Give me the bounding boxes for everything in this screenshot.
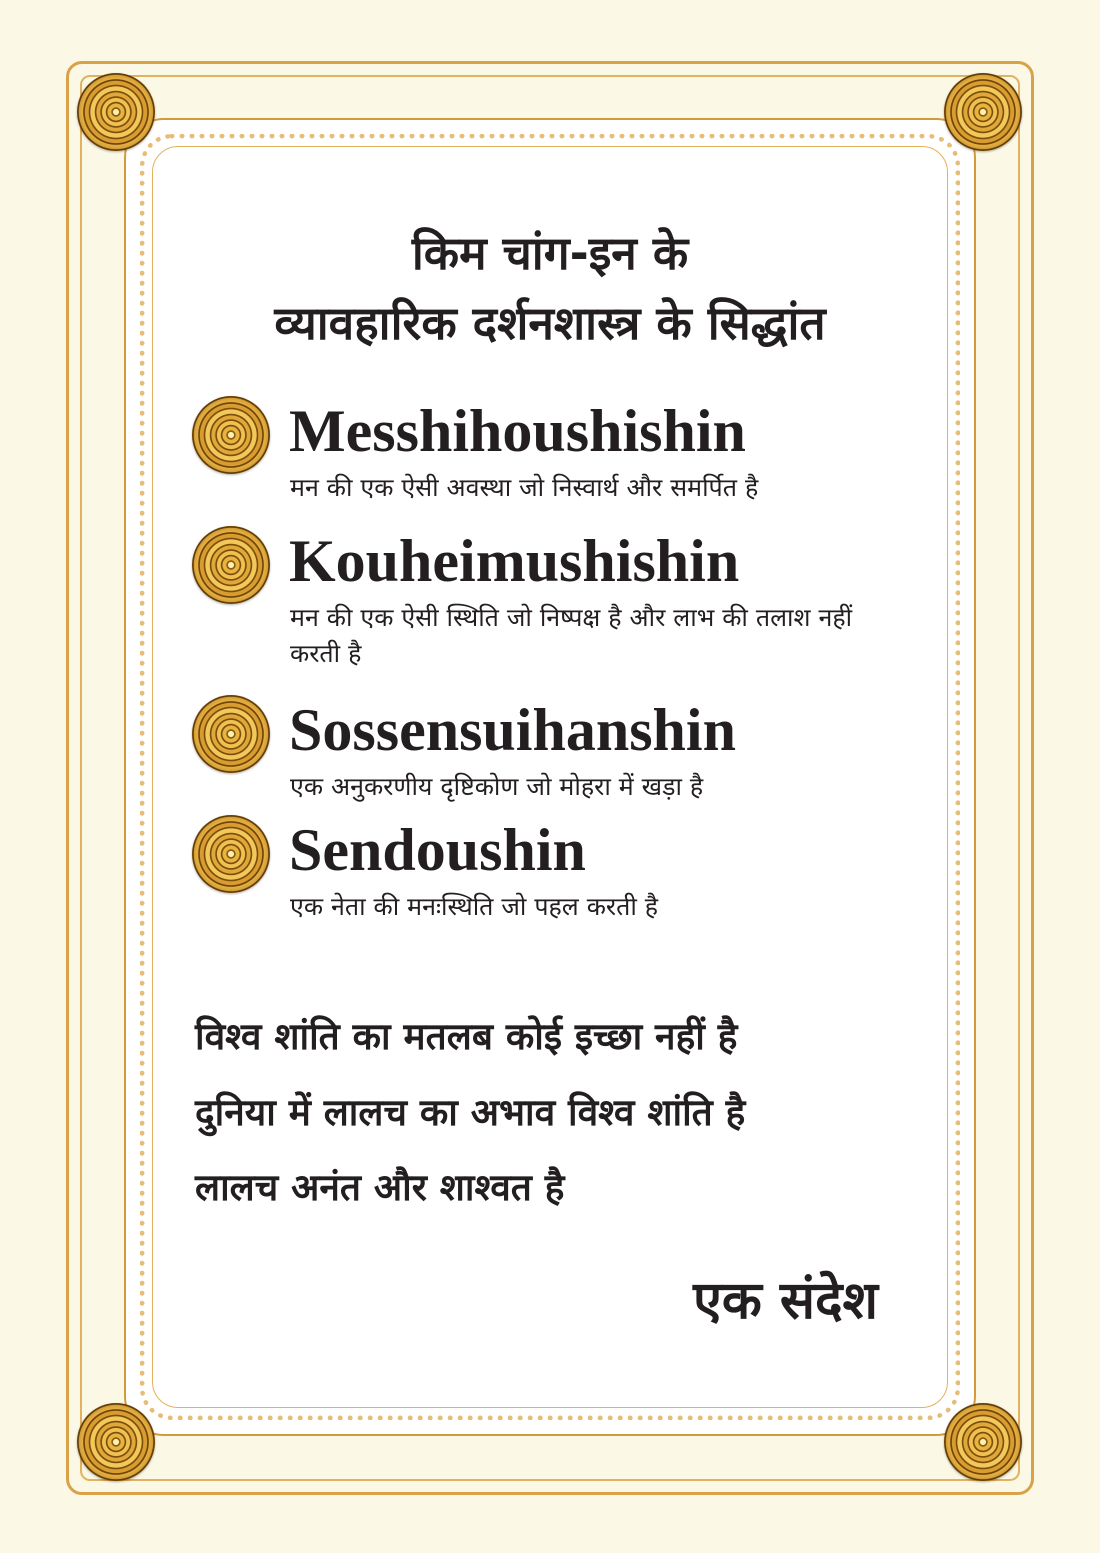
corner-medallion-icon [944, 73, 1022, 151]
page-title-line-2: व्यावहारिक दर्शनशास्त्र के सिद्धांत [274, 296, 826, 350]
principle-name: Sendoushin [289, 817, 586, 883]
principle-description: एक नेता की मनःस्थिति जो पहल करती है [290, 892, 659, 921]
page-title-line-1: किम चांग-इन के [411, 226, 689, 280]
principle-description: मन की एक ऐसी अवस्था जो निस्वार्थ और समर्पित है [290, 473, 759, 502]
corner-medallion-icon [944, 1403, 1022, 1481]
principle-name: Kouheimushishin [289, 528, 740, 594]
medallion-bullet-icon [192, 526, 270, 604]
message-line-1: विश्व शांति का मतलब कोई इच्छा नहीं है [195, 1015, 738, 1058]
medallion-bullet-icon [192, 695, 270, 773]
principle-description: मन की एक ऐसी स्थिति जो निष्पक्ष है और लाभ की तलाश नहीं करती है [290, 603, 853, 668]
principle-name: Sossensuihanshin [289, 697, 736, 763]
corner-medallion-icon [77, 73, 155, 151]
signature: एक संदेश [693, 1271, 878, 1331]
principle-description: एक अनुकरणीय दृष्टिकोण जो मोहरा में खड़ा है [290, 772, 704, 801]
principle-name: Messhihoushishin [289, 398, 746, 464]
message-line-3: लालच अनंत और शाश्वत है [195, 1166, 565, 1209]
corner-medallion-icon [77, 1403, 155, 1481]
message-line-2: दुनिया में लालच का अभाव विश्व शांति है [195, 1091, 746, 1134]
medallion-bullet-icon [192, 815, 270, 893]
medallion-bullet-icon [192, 396, 270, 474]
